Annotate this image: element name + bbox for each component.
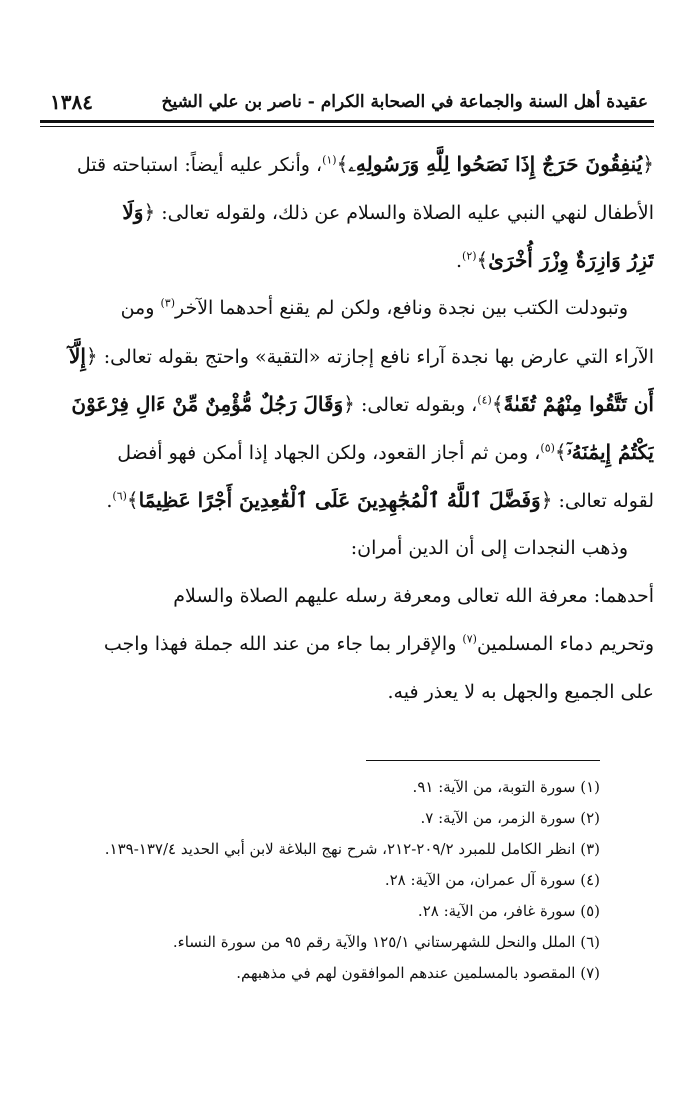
footnotes [40, 772, 600, 989]
text-line-6: أَن تَتَّقُوا مِنْهُمْ تُقَىٰةً﴾$^{(٤)}$، وبقوله تعالى: ﴿وَقَالَ رَجُلٌ مُّؤْمِنٌ مِّنْ ءَالِ فِرْعَوْنَ [71, 392, 654, 416]
footnote-4: (٤) سورة آل عمران، من الآية: ٢٨. [384, 871, 600, 889]
main-text [40, 140, 654, 716]
quran-verse: ﴿يُنفِقُونَ حَرَجٌ إِذَا نَصَحُوا لِلَّهِ وَرَسُولِهِۦ﴾ [336, 152, 654, 176]
header-rule-thin [40, 126, 654, 127]
footnote-7: (٧) المقصود بالمسلمين عندهم الموافقون لهم في مذهبهم. [236, 964, 600, 982]
page-number: ١٣٨٤ [50, 90, 93, 114]
running-title: عقيدة أهل السنة والجماعة في الصحابة الكرام - ناصر بن علي الشيخ [161, 92, 648, 112]
footnote-ref: (٦) [112, 489, 127, 503]
footnote-1: (١) سورة التوبة، من الآية: ٩١. [412, 778, 600, 796]
text-line-12: على الجميع والجهل به لا يعذر فيه. [387, 681, 654, 703]
text-line-5: الآراء التي عارض بها نجدة آراء نافع إجازته «التقية» واحتج بقوله تعالى: ﴿إِلَّآ [68, 344, 654, 368]
quran-verse: ﴿إِلَّآ [68, 344, 98, 368]
ornate-bracket-open: ﴿ [143, 200, 156, 224]
footnote-ref: (٤) [477, 393, 492, 407]
ornate-bracket-close: ﴾ [336, 152, 349, 176]
footnote-5: (٥) سورة غافر، من الآية: ٢٨. [417, 902, 600, 920]
footnote-ref: (٧) [462, 632, 477, 646]
text-line-9: وذهب النجدات إلى أن الدين أمران: [350, 537, 628, 559]
footnote-6: (٦) الملل والنحل للشهرستاني ١٢٥/١ والآية رقم ٩٥ من سورة النساء. [172, 933, 600, 951]
text-line-11: وتحريم دماء المسلمين$^{(٧)}$ والإقرار بما جاء من عند الله جملة فهذا واجب [103, 632, 654, 655]
footnote-separator [366, 760, 600, 761]
footnote-ref: (٣) [160, 296, 175, 310]
text-line-7: يَكْتُمُ إِيمَٰنَهُۥٓ﴾$^{(٥)}$، ومن ثم أجاز القعود، ولكن الجهاد إذا أمكن فهو أفضل [117, 440, 654, 464]
ornate-bracket-open: ﴿ [642, 152, 654, 176]
quran-verse: أَن تَتَّقُوا مِنْهُمْ تُقَىٰةً﴾ [491, 392, 654, 416]
ornate-bracket-open: ﴿ [343, 392, 355, 416]
ornate-bracket-close: ﴾ [554, 440, 567, 464]
footnote-2: (٢) سورة الزمر، من الآية: ٧. [420, 809, 600, 827]
quran-verse: ﴿وَفَضَّلَ ٱللَّهُ ٱلْمُجَٰهِدِينَ عَلَى ٱلْقَٰعِدِينَ أَجْرًا عَظِيمًا﴾ [126, 488, 553, 512]
page-header [40, 88, 654, 116]
quran-verse: ﴿وَقَالَ رَجُلٌ مُّؤْمِنٌ مِّنْ ءَالِ فِرْعَوْنَ [71, 392, 355, 416]
text-line-3: تَزِرُ وَازِرَةٌ وِزْرَ أُخْرَىٰ﴾$^{(٢)}$. [455, 248, 654, 272]
text-line-1: ﴿يُنفِقُونَ حَرَجٌ إِذَا نَصَحُوا لِلَّهِ وَرَسُولِهِۦ﴾$^{(١)}$، وأنكر عليه أيضاً: استباحته قتل [76, 152, 654, 176]
ornate-bracket-close: ﴾ [126, 488, 139, 512]
ornate-bracket-close: ﴾ [491, 392, 504, 416]
quran-verse: تَزِرُ وَازِرَةٌ وِزْرَ أُخْرَىٰ﴾ [476, 248, 654, 272]
ornate-bracket-close: ﴾ [476, 248, 489, 272]
text-line-10: أحدهما: معرفة الله تعالى ومعرفة رسله عليهم الصلاة والسلام [173, 585, 654, 607]
footnote-ref: (٢) [462, 249, 477, 263]
footnote-3: (٣) انظر الكامل للمبرد ٢٠٩/٢-٢١٢، شرح نهج البلاغة لابن أبي الحديد ١٣٧/٤-١٣٩. [104, 840, 600, 858]
ornate-bracket-open: ﴿ [85, 344, 98, 368]
header-rule-thick [40, 120, 654, 123]
text-line-2: الأطفال لنهي النبي عليه الصلاة والسلام عن ذلك، ولقوله تعالى: ﴿وَلَا [122, 200, 654, 224]
text-line-8: لقوله تعالى: ﴿وَفَضَّلَ ٱللَّهُ ٱلْمُجَٰهِدِينَ عَلَى ٱلْقَٰعِدِينَ أَجْرًا عَظِيمًا﴾$^{(٦)}$. [106, 488, 654, 512]
ornate-bracket-open: ﴿ [540, 488, 553, 512]
quran-verse: يَكْتُمُ إِيمَٰنَهُۥٓ﴾ [554, 440, 654, 464]
footnote-ref: (٥) [540, 441, 555, 455]
footnote-ref: (١) [322, 153, 337, 167]
quran-verse: ﴿وَلَا [122, 200, 156, 224]
text-line-4: وتبودلت الكتب بين نجدة ونافع، ولكن لم يقنع أحدهما الآخر$^{(٣)}$ ومن [120, 296, 628, 319]
